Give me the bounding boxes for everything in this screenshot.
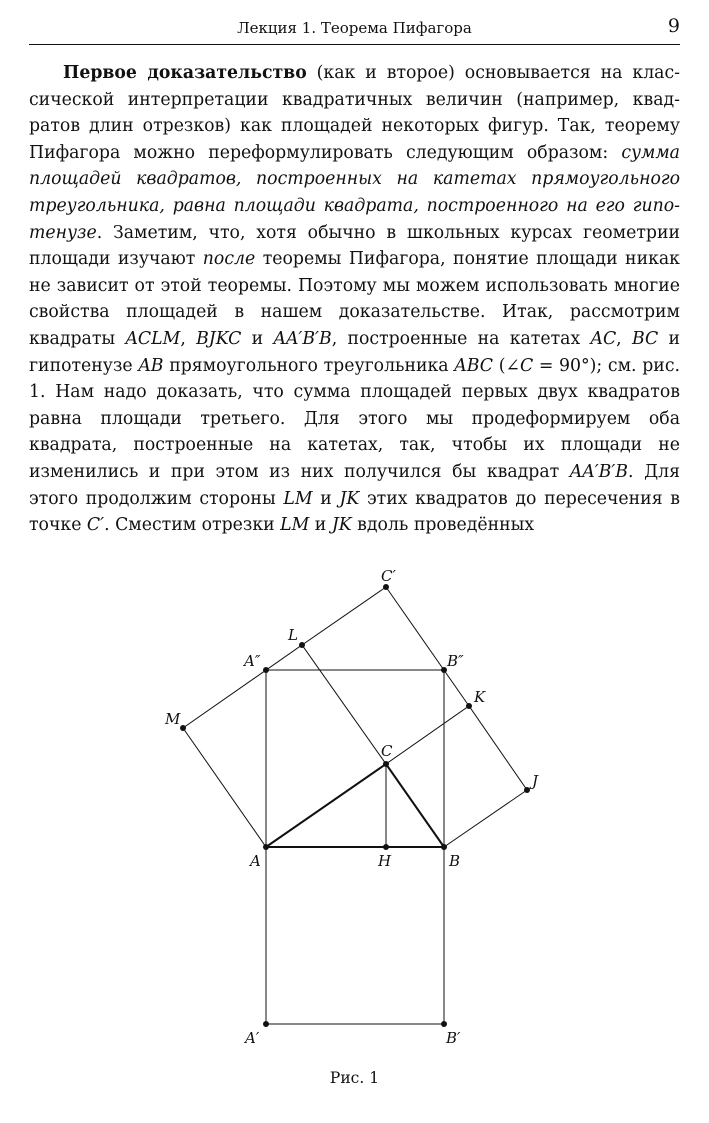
- text-run: (как и второе) основывается на классической интерпретации квадратичных величин (например, квадратов длин отрезков) как площадей некоторых фигур. Так, теорему Пифагора можно переформулировать следующим образом:: [29, 63, 680, 163]
- running-title: Лекция 1. Теорема Пифагора: [237, 19, 472, 37]
- text-run: вдоль проведённых: [351, 515, 535, 536]
- label-L: L: [288, 626, 298, 644]
- text-run: прямоугольного треугольника: [163, 355, 455, 376]
- math-symbol: AC: [590, 328, 617, 349]
- label-A: A: [250, 852, 261, 870]
- math-symbol: JK: [331, 515, 352, 536]
- math-symbol: C′: [86, 515, 105, 536]
- label-B2: B″: [447, 652, 464, 670]
- point-C: [383, 761, 389, 767]
- point-J: [524, 787, 530, 793]
- text-run: и: [312, 488, 340, 509]
- point-H: [383, 844, 389, 850]
- point-M: [180, 725, 186, 731]
- math-symbol: AB: [138, 355, 164, 376]
- label-J: J: [532, 772, 539, 790]
- text-run: и: [241, 328, 274, 349]
- text-run: ,: [616, 328, 632, 349]
- points: [180, 584, 530, 1027]
- label-A2: A″: [244, 652, 261, 670]
- point-A: [263, 844, 269, 850]
- construction-lines: [183, 587, 527, 1024]
- figure-caption: Рис. 1: [329, 1069, 380, 1087]
- point-Bprime: [441, 1021, 447, 1027]
- theorem-statement: сумма площадей квадратов, построенных на катетах прямоугольного треугольника, равна площади квадрата, построенного на его гипотенузе: [29, 142, 680, 243]
- point-B: [441, 844, 447, 850]
- math-symbol: AA′B′B: [569, 461, 629, 482]
- text-run: . Заметим, что, хотя обычно в школьных курсах геометрии площади изучают: [29, 222, 680, 270]
- label-Bprime: B′: [446, 1029, 461, 1047]
- math-symbol: JK: [339, 488, 360, 509]
- side-AC: [266, 764, 386, 847]
- square-ACLM: [183, 645, 386, 847]
- side-CB: [386, 764, 444, 847]
- point-K: [466, 703, 472, 709]
- math-symbol: AA′B′B: [273, 328, 332, 349]
- point-L: [299, 642, 305, 648]
- label-M: M: [165, 710, 181, 728]
- math-symbol: C: [519, 355, 534, 376]
- label-B: B: [449, 852, 461, 870]
- text-run: (∠: [493, 355, 520, 376]
- emphasis-word: после: [202, 249, 256, 270]
- text-run: , построенные на катетах: [331, 328, 591, 349]
- text-run: ,: [180, 328, 197, 349]
- triangle-ABC: [266, 764, 444, 847]
- square-hypotenuse: [266, 847, 444, 1024]
- line-K-Cprime: [386, 587, 469, 706]
- label-H: H: [378, 852, 392, 870]
- line-L-Cprime: [302, 587, 386, 645]
- math-symbol: ACLM: [125, 328, 181, 349]
- label-K: K: [474, 688, 486, 706]
- text-run: этих квадратов до пересечения в точке: [29, 488, 681, 536]
- text-run: и гипотенузе: [29, 328, 680, 376]
- label-Cprime: C′: [381, 567, 396, 585]
- page-number: 9: [667, 15, 680, 37]
- text-run: . Сместим отрезки: [104, 515, 281, 536]
- point-labels: [164, 567, 539, 1047]
- rectangle-ABB2A2: [266, 670, 444, 847]
- point-A2: [263, 667, 269, 673]
- point-Aprime: [263, 1021, 269, 1027]
- text-run: теоремы Пифагора, понятие площади никак не зависит от этой теоремы. Поэтому мы можем использовать многие свойства площадей в нашем доказательстве. Итак, рассмотрим квадраты: [29, 249, 680, 349]
- label-C: C: [381, 742, 393, 760]
- math-symbol: LM: [280, 515, 310, 536]
- square-BJKC: [386, 706, 527, 847]
- math-symbol: ABC: [454, 355, 494, 376]
- math-symbol: LM: [283, 488, 313, 509]
- math-symbol: BC: [631, 328, 659, 349]
- text-run: = 90°); см. рис. 1. Нам надо доказать, что сумма площадей первых двух квадратов равна площади третьего. Для этого мы продеформируем оба квадрата, построенные на катетах, так, чтобы их площади не изменились и при этом из них получился бы квадрат: [29, 355, 680, 482]
- math-symbol: BJKC: [196, 328, 242, 349]
- proof-heading: Первое доказательство: [63, 63, 307, 83]
- text-run: и: [309, 515, 332, 536]
- label-Aprime: A′: [245, 1029, 260, 1047]
- text-run: . Для этого продолжим стороны: [29, 461, 680, 509]
